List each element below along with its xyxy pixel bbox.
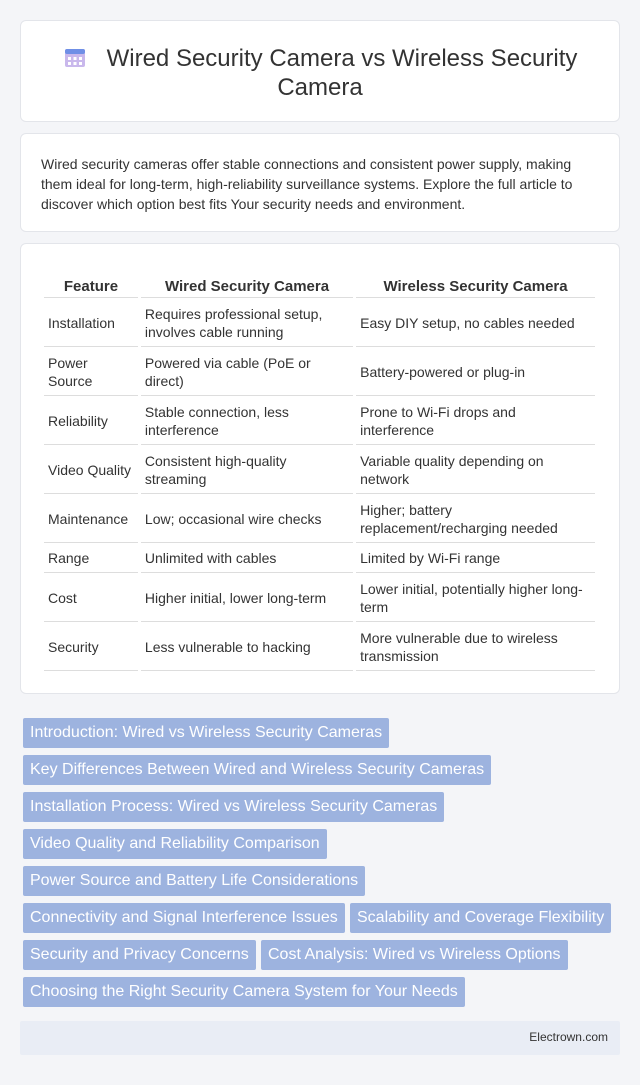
topic-link[interactable]: Key Differences Between Wired and Wireless Security Cameras (23, 755, 491, 785)
wired-cell: Less vulnerable to hacking (141, 622, 353, 671)
topic-link[interactable]: Installation Process: Wired vs Wireless Security Cameras (23, 792, 444, 822)
wireless-cell: Easy DIY setup, no cables needed (356, 298, 595, 347)
column-header-feature: Feature (44, 274, 138, 298)
topic-link[interactable]: Video Quality and Reliability Comparison (23, 829, 327, 859)
wireless-cell: Limited by Wi-Fi range (356, 543, 595, 573)
topic-link[interactable]: Power Source and Battery Life Considerations (23, 866, 365, 896)
table-row (44, 573, 595, 622)
wireless-cell: Battery-powered or plug-in (356, 347, 595, 396)
intro-paragraph: Wired security cameras offer stable connections and consistent power supply, making them ideal for long-term, high-reliability surveillance systems. Explore the full article to discover which option best fits Your security needs and environment. (41, 156, 573, 212)
table-row (44, 396, 595, 445)
wireless-cell: Lower initial, potentially higher long-term (356, 573, 595, 622)
wired-cell: Low; occasional wire checks (141, 494, 353, 543)
feature-cell: Power Source (44, 347, 138, 396)
wireless-cell: Prone to Wi-Fi drops and interference (356, 396, 595, 445)
comparison-table (41, 274, 598, 671)
wired-cell: Consistent high-quality streaming (141, 445, 353, 494)
comparison-table-card (20, 243, 620, 694)
wired-cell: Higher initial, lower long-term (141, 573, 353, 622)
topic-link[interactable]: Cost Analysis: Wired vs Wireless Options (261, 940, 568, 970)
feature-cell: Range (44, 543, 138, 573)
page-title (21, 44, 619, 102)
wireless-cell: Variable quality depending on network (356, 445, 595, 494)
wired-cell: Powered via cable (PoE or direct) (141, 347, 353, 396)
footer (20, 1021, 620, 1055)
wired-cell: Stable connection, less interference (141, 396, 353, 445)
table-row (44, 622, 595, 671)
intro-card (20, 133, 620, 232)
column-header-wireless: Wireless Security Camera (356, 274, 595, 298)
table-row (44, 298, 595, 347)
table-row (44, 494, 595, 543)
title-card (20, 20, 620, 122)
feature-cell: Installation (44, 298, 138, 347)
feature-cell: Reliability (44, 396, 138, 445)
table-row (44, 445, 595, 494)
feature-cell: Video Quality (44, 445, 138, 494)
topic-link[interactable]: Security and Privacy Concerns (23, 940, 256, 970)
table-header-row (44, 274, 595, 298)
feature-cell: Maintenance (44, 494, 138, 543)
topic-link[interactable]: Introduction: Wired vs Wireless Security Cameras (23, 718, 389, 748)
wireless-cell: Higher; battery replacement/recharging needed (356, 494, 595, 543)
building-grid-icon (63, 46, 87, 68)
feature-cell: Security (44, 622, 138, 671)
column-header-wired: Wired Security Camera (141, 274, 353, 298)
table-row (44, 543, 595, 573)
topic-link[interactable]: Choosing the Right Security Camera System for Your Needs (23, 977, 465, 1007)
source-credit: Electrown.com (529, 1030, 608, 1044)
page-title-text: Wired Security Camera vs Wireless Security Camera (106, 45, 578, 101)
feature-cell: Cost (44, 573, 138, 622)
wired-cell: Unlimited with cables (141, 543, 353, 573)
topic-link[interactable]: Connectivity and Signal Interference Issues (23, 903, 345, 933)
wireless-cell: More vulnerable due to wireless transmission (356, 622, 595, 671)
wired-cell: Requires professional setup, involves cable running (141, 298, 353, 347)
topic-link[interactable]: Scalability and Coverage Flexibility (350, 903, 611, 933)
table-row (44, 347, 595, 396)
